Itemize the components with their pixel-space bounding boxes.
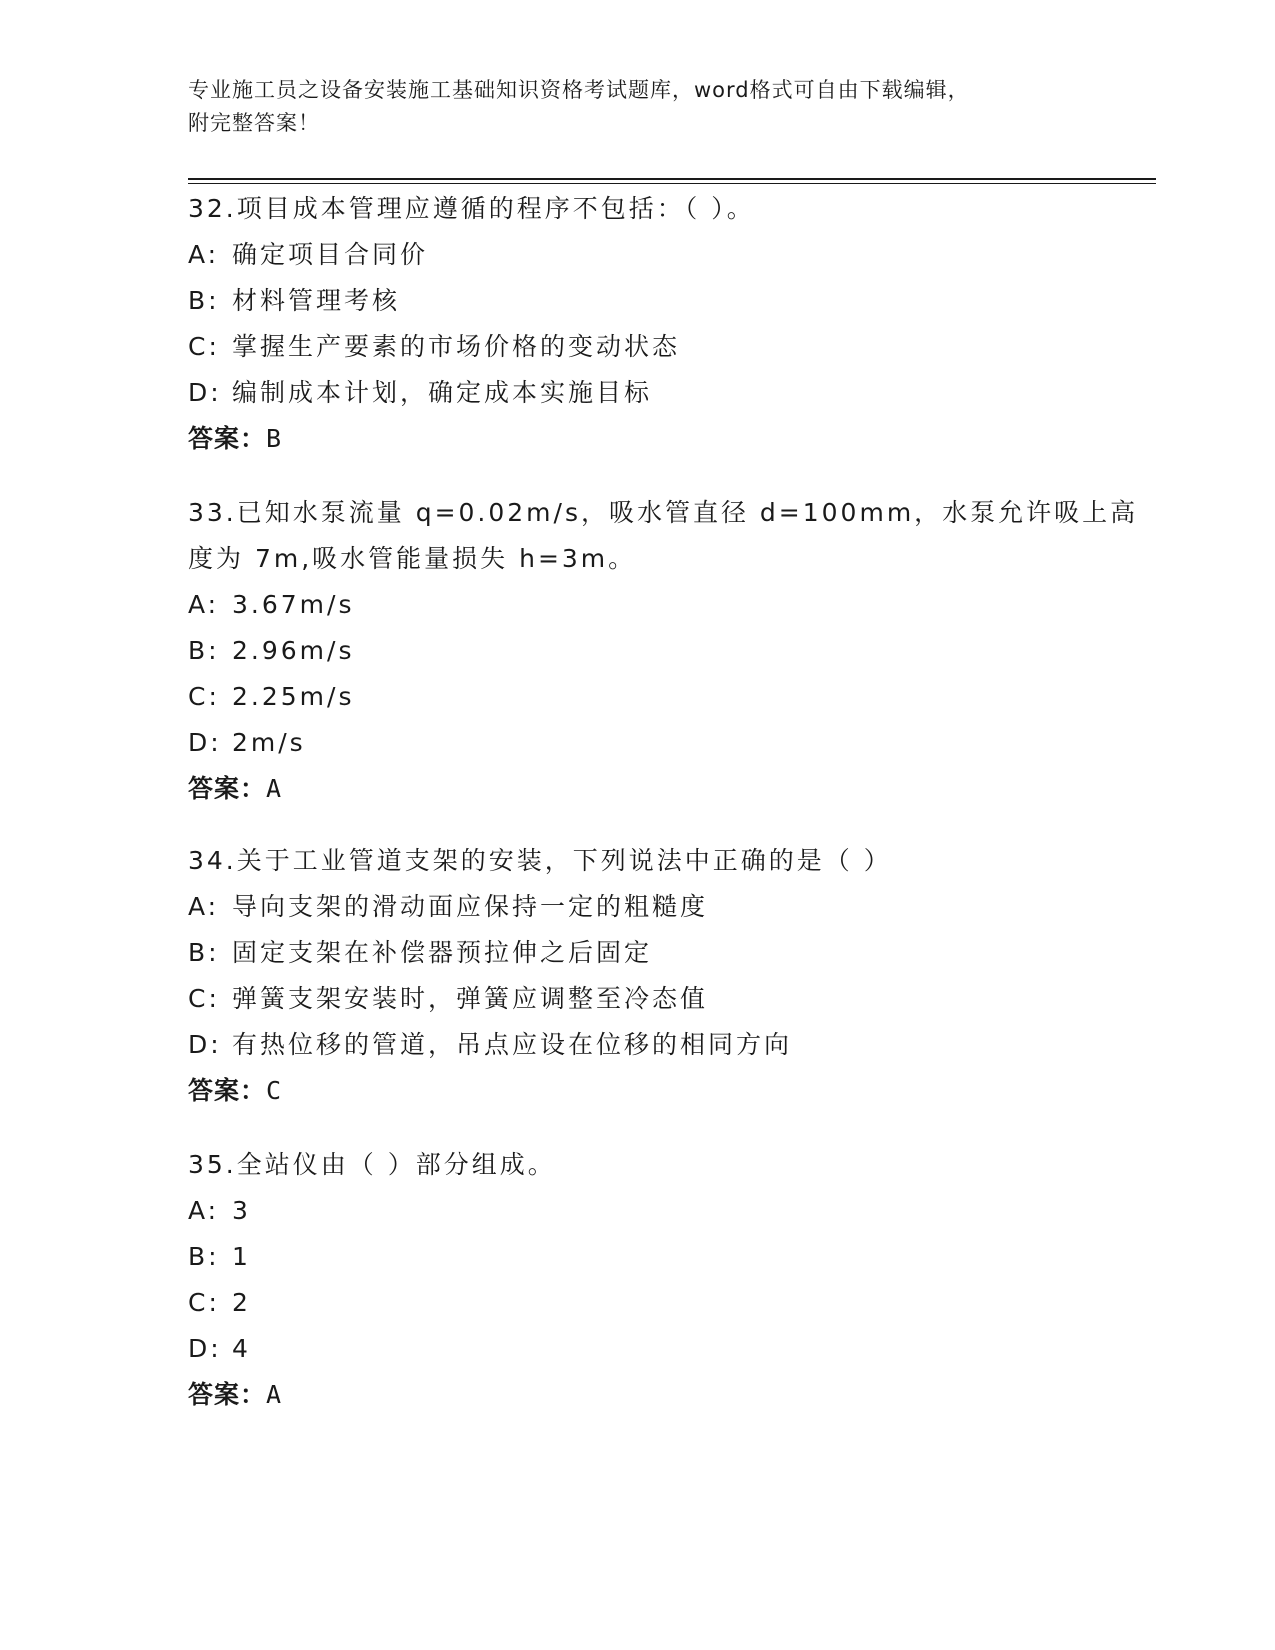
option-text: 4: [232, 1334, 251, 1363]
question-stem: 34.关于工业管道支架的安装，下列说法中正确的是（ ）: [188, 846, 892, 875]
answer-value: B: [266, 424, 283, 453]
option-b: [188, 1234, 1148, 1280]
option-text: 掌握生产要素的市场价格的变动状态: [232, 332, 681, 361]
question-stem: 35.全站仪由（ ）部分组成。: [188, 1150, 556, 1179]
option-a: [188, 582, 1148, 628]
option-c: [188, 1280, 1148, 1326]
option-a: [188, 884, 1148, 930]
answer-line: [188, 1068, 1148, 1114]
option-text: 2.96m/s: [232, 636, 355, 665]
option-key: B:: [188, 1242, 220, 1271]
option-d: [188, 1326, 1148, 1372]
option-text: 2: [232, 1288, 251, 1317]
question-stem: 33.已知水泵流量 q=0.02m/s，吸水管直径 d=100mm，水泵允许吸上高: [188, 498, 1139, 527]
answer-label: 答案：: [188, 774, 267, 803]
answer-value: A: [266, 774, 283, 803]
option-text: 1: [232, 1242, 251, 1271]
option-c: [188, 674, 1148, 720]
answer-line: [188, 1372, 1148, 1418]
option-text: 有热位移的管道，吊点应设在位移的相同方向: [232, 1030, 793, 1059]
option-a: [188, 232, 1148, 278]
question-stem-continued: 度为 7m,吸水管能量损失 h=3m。: [188, 544, 637, 573]
question-stem: 32.项目成本管理应遵循的程序不包括：（ ）。: [188, 194, 755, 223]
option-d: [188, 1022, 1148, 1068]
answer-value: A: [266, 1380, 283, 1409]
header-line-2: 附完整答案！: [188, 111, 320, 135]
document-header: [188, 74, 1088, 140]
option-text: 导向支架的滑动面应保持一定的粗糙度: [232, 892, 709, 921]
option-text: 固定支架在补偿器预拉伸之后固定: [232, 938, 653, 967]
option-text: 2m/s: [232, 728, 306, 757]
option-key: A:: [188, 590, 220, 619]
option-text: 材料管理考核: [232, 286, 401, 315]
option-key: C:: [188, 682, 220, 711]
option-key: C:: [188, 1288, 220, 1317]
option-key: B:: [188, 286, 220, 315]
header-divider-thick: [188, 178, 1156, 180]
option-key: D:: [188, 1030, 222, 1059]
option-key: A:: [188, 892, 220, 921]
option-key: D:: [188, 1334, 222, 1363]
answer-label: 答案：: [188, 424, 267, 453]
option-b: [188, 930, 1148, 976]
option-text: 编制成本计划，确定成本实施目标: [232, 378, 653, 407]
option-text: 弹簧支架安装时，弹簧应调整至冷态值: [232, 984, 709, 1013]
option-c: [188, 976, 1148, 1022]
option-d: [188, 720, 1148, 766]
option-text: 3.67m/s: [232, 590, 355, 619]
option-key: B:: [188, 636, 220, 665]
answer-label: 答案：: [188, 1380, 267, 1409]
option-a: [188, 1188, 1148, 1234]
answer-line: [188, 766, 1148, 812]
header-divider-thin: [188, 183, 1156, 184]
question-35: [188, 1142, 1148, 1418]
option-b: [188, 278, 1148, 324]
answer-line: [188, 416, 1148, 462]
question-34: [188, 838, 1148, 1114]
answer-value: C: [266, 1076, 283, 1105]
option-key: D:: [188, 728, 222, 757]
option-key: C:: [188, 332, 220, 361]
answer-label: 答案：: [188, 1076, 267, 1105]
option-key: A:: [188, 1196, 220, 1225]
header-line-1: 专业施工员之设备安装施工基础知识资格考试题库，word格式可自由下载编辑，: [188, 78, 970, 102]
option-key: A:: [188, 240, 220, 269]
option-d: [188, 370, 1148, 416]
option-c: [188, 324, 1148, 370]
option-text: 2.25m/s: [232, 682, 355, 711]
option-text: 3: [232, 1196, 251, 1225]
question-33: [188, 490, 1148, 812]
option-text: 确定项目合同价: [232, 240, 429, 269]
option-b: [188, 628, 1148, 674]
option-key: C:: [188, 984, 220, 1013]
option-key: B:: [188, 938, 220, 967]
question-32: [188, 186, 1148, 462]
option-key: D:: [188, 378, 222, 407]
